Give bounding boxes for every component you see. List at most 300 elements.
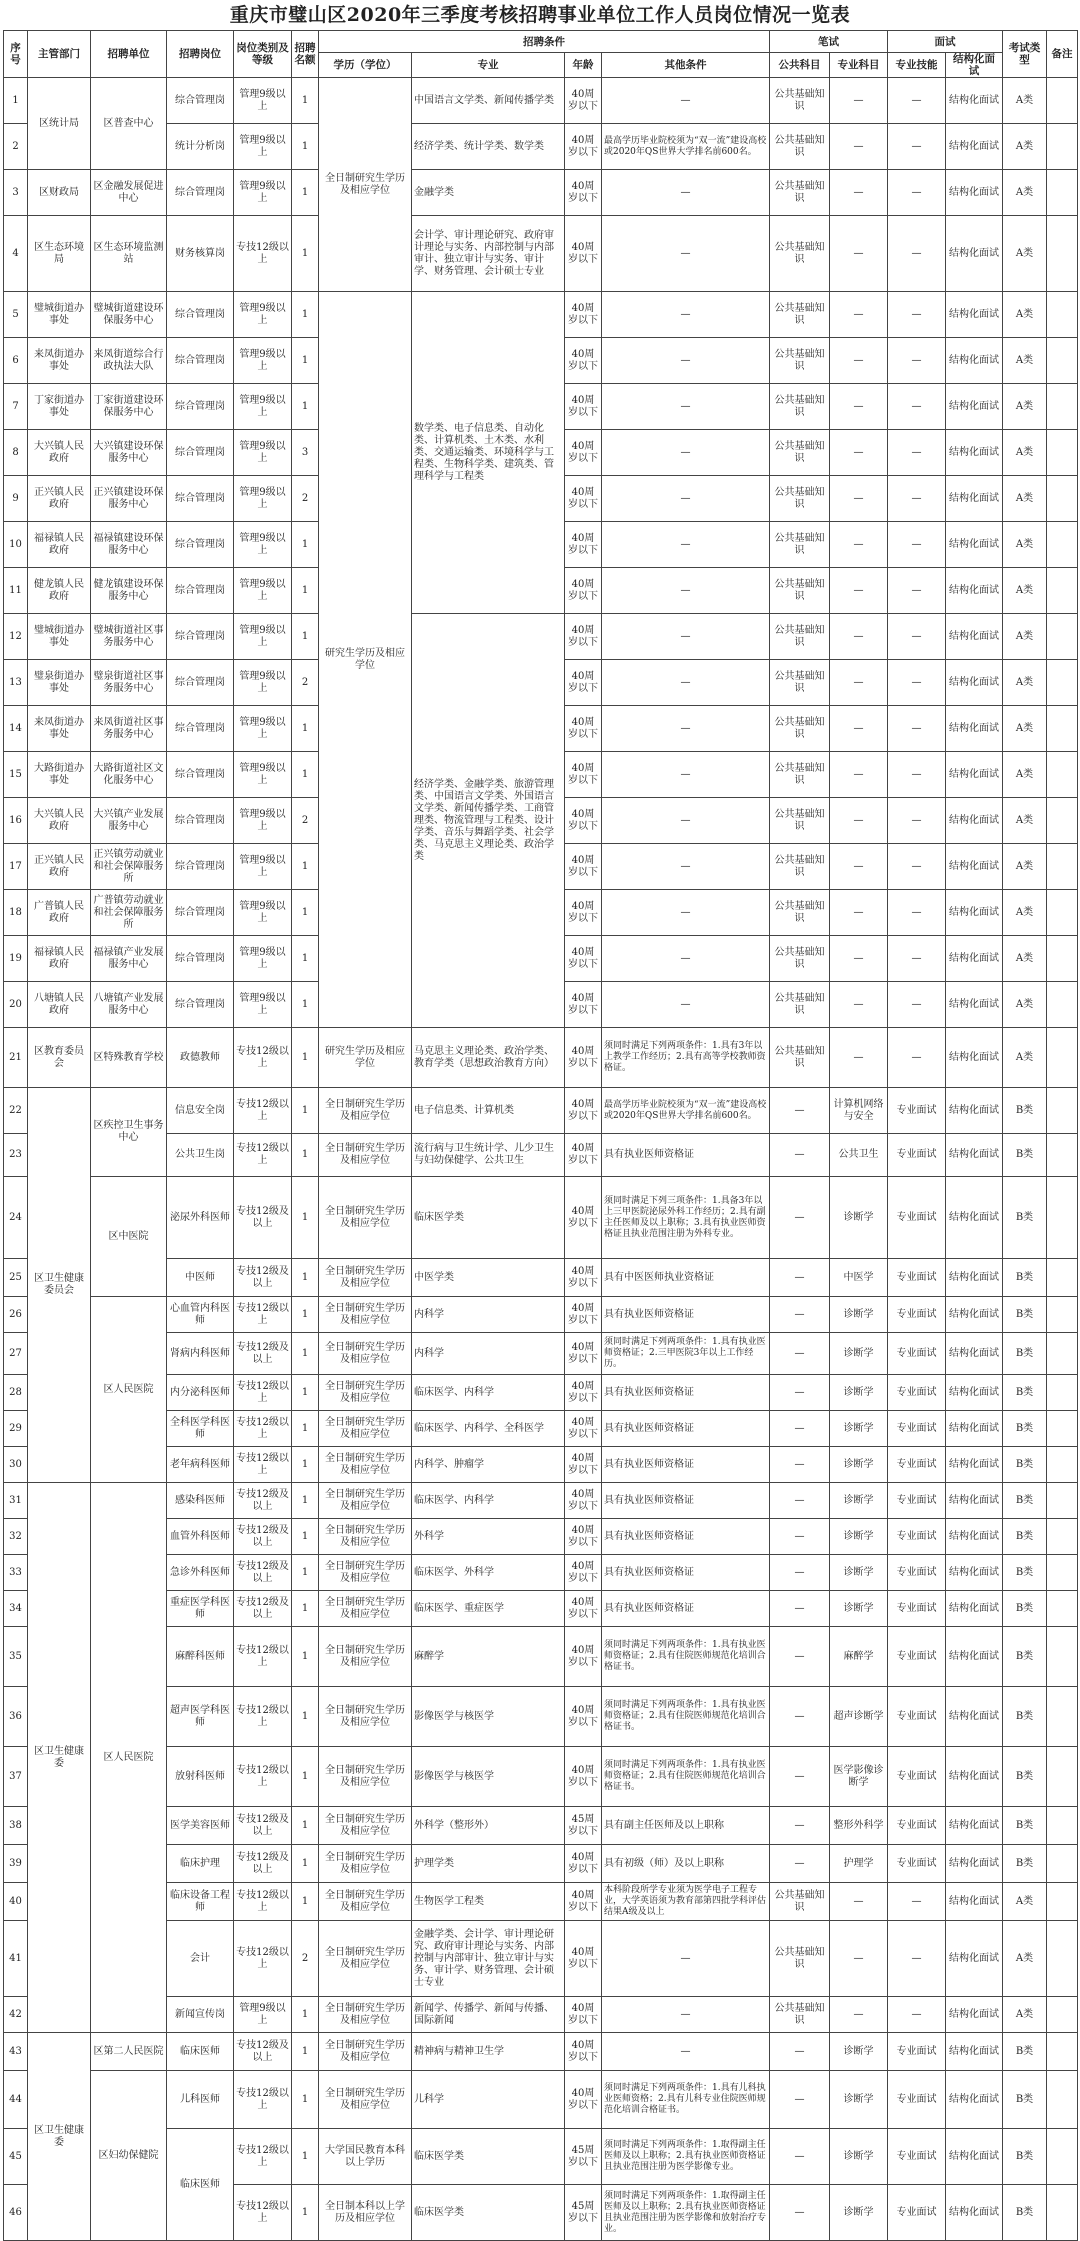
table-cell	[1047, 1134, 1078, 1177]
table-cell: —	[830, 752, 888, 798]
table-cell: —	[888, 338, 946, 384]
table-cell: 全日制研究生学历及相应学位	[319, 2033, 412, 2071]
table-cell	[1047, 1627, 1078, 1687]
table-cell: 结构化面试	[946, 430, 1003, 476]
table-cell	[1047, 1845, 1078, 1883]
table-cell	[1047, 1177, 1078, 1259]
table-cell	[1047, 660, 1078, 706]
table-cell: 综合管理岗	[167, 338, 234, 384]
table-cell: 临床医学、内科学、全科医学	[412, 1411, 565, 1447]
table-cell: 八塘镇人民政府	[28, 982, 91, 1028]
table-cell: —	[888, 124, 946, 170]
table-cell: 专业面试	[888, 1627, 946, 1687]
table-cell: —	[888, 844, 946, 890]
table-cell: 结构化面试	[946, 614, 1003, 660]
table-cell: 公共基础知识	[770, 614, 830, 660]
table-cell: 临床医学、内科学	[412, 1375, 565, 1411]
table-cell: 经济学类、金融学类、旅游管理类、中国语言文学类、外国语言文学类、新闻传播学类、工商管理类、物流管理与工程类、设计学类、音乐与舞蹈学类、社会学类、马克思主义理论类、政治学类	[412, 614, 565, 1028]
table-cell: —	[888, 1883, 946, 1921]
table-cell: 结构化面试	[946, 522, 1003, 568]
col-cond: 招聘条件	[319, 31, 770, 53]
table-cell: 综合管理岗	[167, 890, 234, 936]
table-cell: 专业面试	[888, 2185, 946, 2241]
table-cell: 全日制研究生学历及相应学位	[319, 1177, 412, 1259]
table-cell: 结构化面试	[946, 844, 1003, 890]
table-cell: 区金融发展促进中心	[91, 170, 167, 216]
table-cell: B类	[1003, 1411, 1047, 1447]
table-cell: 结构化面试	[946, 1747, 1003, 1807]
table-cell: 公共基础知识	[770, 216, 830, 292]
table-cell: 大学国民教育本科以上学历	[319, 2129, 412, 2185]
table-cell: 专技12级以上	[234, 1134, 292, 1177]
table-cell: —	[602, 384, 770, 430]
table-cell: 公共基础知识	[770, 338, 830, 384]
table-cell: 结构化面试	[946, 1807, 1003, 1845]
table-cell: 40周岁以下	[565, 798, 602, 844]
table-cell: 璧城街道办事处	[28, 292, 91, 338]
table-cell: 综合管理岗	[167, 982, 234, 1028]
table-cell: 全日制研究生学历及相应学位	[319, 1627, 412, 1687]
table-cell: 诊断学	[830, 1177, 888, 1259]
table-cell: —	[602, 78, 770, 124]
table-cell: 区妇幼保健院	[91, 2071, 167, 2241]
table-cell	[1047, 476, 1078, 522]
table-cell: A类	[1003, 1997, 1047, 2033]
table-cell: 流行病与卫生统计学、儿少卫生与妇幼保健学、公共卫生	[412, 1134, 565, 1177]
table-cell: 八塘镇产业发展服务中心	[91, 982, 167, 1028]
table-cell: 诊断学	[830, 2129, 888, 2185]
col-other: 其他条件	[602, 53, 770, 78]
table-cell: 专技12级及以上	[234, 1259, 292, 1297]
table-cell: 专业面试	[888, 1297, 946, 1333]
table-cell: 40周岁以下	[565, 660, 602, 706]
table-cell: A类	[1003, 1028, 1047, 1088]
table-cell: 正兴镇人民政府	[28, 476, 91, 522]
table-cell: 结构化面试	[946, 2129, 1003, 2185]
table-cell: 全日制研究生学历及相应学位	[319, 1555, 412, 1591]
col-remark: 备注	[1047, 31, 1078, 78]
col-edu: 学历（学位）	[319, 53, 412, 78]
table-cell: 全日制研究生学历及相应学位	[319, 1845, 412, 1883]
table-cell: 1	[292, 1997, 319, 2033]
table-cell	[1047, 1687, 1078, 1747]
table-row	[4, 216, 1078, 292]
table-cell: 专技12级及以上	[234, 1807, 292, 1845]
table-row	[4, 1088, 1078, 1134]
table-cell	[1047, 1333, 1078, 1375]
table-cell: 结构化面试	[946, 2071, 1003, 2129]
table-cell: 全日制研究生学历及相应学位	[319, 1333, 412, 1375]
table-cell: 专技12级以上	[234, 216, 292, 292]
table-cell: 结构化面试	[946, 752, 1003, 798]
table-cell: 正兴镇建设环保服务中心	[91, 476, 167, 522]
table-cell: 会计	[167, 1921, 234, 1997]
table-cell: 管理9级以上	[234, 1997, 292, 2033]
table-cell: 感染科医师	[167, 1483, 234, 1519]
table-cell: 全日制研究生学历及相应学位	[319, 2071, 412, 2129]
table-cell: A类	[1003, 614, 1047, 660]
table-row	[4, 292, 1078, 338]
table-cell: 麻醉学	[830, 1627, 888, 1687]
table-cell: 综合管理岗	[167, 292, 234, 338]
table-cell: 40周岁以下	[565, 1747, 602, 1807]
table-cell: —	[830, 338, 888, 384]
table-cell: 超声医学科医师	[167, 1687, 234, 1747]
table-cell: 结构化面试	[946, 1555, 1003, 1591]
table-cell: 诊断学	[830, 1411, 888, 1447]
table-cell: 健龙镇人民政府	[28, 568, 91, 614]
table-cell: 21	[4, 1028, 28, 1088]
table-cell: 儿科医师	[167, 2071, 234, 2129]
table-cell: 16	[4, 798, 28, 844]
table-cell: 统计分析岗	[167, 124, 234, 170]
table-cell: 结构化面试	[946, 1921, 1003, 1997]
table-cell: 管理9级以上	[234, 522, 292, 568]
table-cell: 40周岁以下	[565, 2071, 602, 2129]
table-cell: B类	[1003, 1747, 1047, 1807]
table-cell: 具有执业医师资格证	[602, 1483, 770, 1519]
table-cell: 结构化面试	[946, 1333, 1003, 1375]
table-cell: 1	[292, 2071, 319, 2129]
table-cell: 泌尿外科医师	[167, 1177, 234, 1259]
table-cell: 7	[4, 384, 28, 430]
table-cell: 25	[4, 1259, 28, 1297]
table-cell: 结构化面试	[946, 1411, 1003, 1447]
table-cell: 具有中医医师执业资格证	[602, 1259, 770, 1297]
table-cell: A类	[1003, 844, 1047, 890]
table-cell: 1	[292, 1555, 319, 1591]
table-cell: 公共基础知识	[770, 752, 830, 798]
table-cell: 1	[292, 1259, 319, 1297]
table-cell: 诊断学	[830, 1297, 888, 1333]
table-cell: 34	[4, 1591, 28, 1627]
table-cell: 公共基础知识	[770, 890, 830, 936]
table-cell: A类	[1003, 936, 1047, 982]
table-row	[4, 78, 1078, 124]
table-cell: 中医学类	[412, 1259, 565, 1297]
table-cell: 璧城街道社区事务服务中心	[91, 614, 167, 660]
table-cell: 公共基础知识	[770, 568, 830, 614]
table-cell	[1047, 2033, 1078, 2071]
table-cell: 1	[292, 522, 319, 568]
table-cell: 结构化面试	[946, 124, 1003, 170]
table-cell: —	[770, 2129, 830, 2185]
table-cell: 具有执业医师资格证	[602, 1134, 770, 1177]
table-cell: 结构化面试	[946, 1447, 1003, 1483]
table-cell: 放射科医师	[167, 1747, 234, 1807]
table-cell: 福禄镇人民政府	[28, 522, 91, 568]
table-cell: 数学类、电子信息类、自动化类、计算机类、土木类、水利类、交通运输类、环境科学与工程类、生物科学类、建筑类、管理科学与工程类	[412, 292, 565, 614]
table-cell: —	[830, 614, 888, 660]
table-cell: 1	[292, 890, 319, 936]
table-cell: —	[888, 384, 946, 430]
table-cell: 老年病科医师	[167, 1447, 234, 1483]
table-cell: 须同时满足下列两项条件：1.具有执业医师资格证；2.具有住院医师规范化培训合格证书。	[602, 1627, 770, 1687]
table-cell: 公共基础知识	[770, 78, 830, 124]
table-cell: 45	[4, 2129, 28, 2185]
table-cell: 诊断学	[830, 1447, 888, 1483]
table-cell: 专技12级及以上	[234, 1177, 292, 1259]
table-cell: 诊断学	[830, 1591, 888, 1627]
table-cell: 31	[4, 1483, 28, 1519]
table-cell: 具有执业医师资格证	[602, 1375, 770, 1411]
table-cell: —	[602, 522, 770, 568]
table-cell: —	[888, 78, 946, 124]
table-cell: A类	[1003, 982, 1047, 1028]
table-cell: 区统计局	[28, 78, 91, 170]
table-cell	[1047, 614, 1078, 660]
table-cell: 专业面试	[888, 1259, 946, 1297]
table-cell: 全日制研究生学历及相应学位	[319, 1997, 412, 2033]
table-cell: 40周岁以下	[565, 1627, 602, 1687]
table-cell: A类	[1003, 124, 1047, 170]
col-dept: 主管部门	[28, 31, 91, 78]
table-cell: 诊断学	[830, 2071, 888, 2129]
table-cell: 40周岁以下	[565, 706, 602, 752]
table-cell: 全科医学科医师	[167, 1411, 234, 1447]
table-cell: 结构化面试	[946, 1997, 1003, 2033]
table-cell: 影像医学与核医学	[412, 1747, 565, 1807]
table-cell: A类	[1003, 522, 1047, 568]
table-cell: 专技12级以上	[234, 2071, 292, 2129]
table-cell: 新闻学、传播学、新闻与传播、国际新闻	[412, 1997, 565, 2033]
table-row	[4, 2033, 1078, 2071]
table-cell: 专业面试	[888, 1447, 946, 1483]
table-cell: 全日制研究生学历及相应学位	[319, 1591, 412, 1627]
table-cell: 3	[4, 170, 28, 216]
table-cell: 重症医学科医师	[167, 1591, 234, 1627]
table-cell: 3	[292, 430, 319, 476]
table-cell: 区教育委员会	[28, 1028, 91, 1088]
table-cell: 结构化面试	[946, 982, 1003, 1028]
table-cell: —	[830, 798, 888, 844]
table-cell: 大兴镇建设环保服务中心	[91, 430, 167, 476]
table-cell: 肾病内科医师	[167, 1333, 234, 1375]
table-cell: B类	[1003, 2033, 1047, 2071]
table-cell: A类	[1003, 384, 1047, 430]
table-cell: 26	[4, 1297, 28, 1333]
table-cell: —	[770, 1483, 830, 1519]
table-cell: 研究生学历及相应学位	[319, 1028, 412, 1088]
table-cell: 须同时满足下列两项条件：1.具有儿科执业医师资格；2.具有儿科专业住院医师规范化培训合格证书。	[602, 2071, 770, 2129]
table-cell	[1047, 1555, 1078, 1591]
table-cell: —	[602, 1997, 770, 2033]
table-cell: —	[602, 982, 770, 1028]
table-cell: 信息安全岗	[167, 1088, 234, 1134]
table-cell: 管理9级以上	[234, 430, 292, 476]
table-cell: 公共基础知识	[770, 982, 830, 1028]
table-cell: 专业面试	[888, 1555, 946, 1591]
table-cell: 公共基础知识	[770, 798, 830, 844]
table-cell: —	[770, 1411, 830, 1447]
table-cell: 临床医学、重症医学	[412, 1591, 565, 1627]
table-cell: 璧城街道办事处	[28, 614, 91, 660]
table-cell: 结构化面试	[946, 1883, 1003, 1921]
table-cell: 13	[4, 660, 28, 706]
table-cell: 40周岁以下	[565, 1028, 602, 1088]
table-cell: 金融学类、会计学、审计理论研究、政府审计理论与实务、内部控制与内部审计、独立审计与实务、审计学、财务管理、会计硕士专业	[412, 1921, 565, 1997]
table-cell: 专业面试	[888, 1177, 946, 1259]
table-cell: 麻醉学	[412, 1627, 565, 1687]
table-cell: 40周岁以下	[565, 1519, 602, 1555]
table-cell: 公共卫生岗	[167, 1134, 234, 1177]
table-cell: 专技12级以上	[234, 1411, 292, 1447]
table-cell: 全日制本科以上学历及相应学位	[319, 2185, 412, 2241]
table-cell: 公共基础知识	[770, 1997, 830, 2033]
table-cell: 23	[4, 1134, 28, 1177]
table-cell: 专技12级及以上	[234, 1555, 292, 1591]
table-cell: —	[770, 1297, 830, 1333]
table-cell: 结构化面试	[946, 476, 1003, 522]
table-cell: 区中医院	[91, 1177, 167, 1297]
table-cell: 1	[292, 1747, 319, 1807]
table-cell: 1	[292, 568, 319, 614]
table-cell: 结构化面试	[946, 292, 1003, 338]
table-cell: 专技12级以上	[234, 1627, 292, 1687]
table-cell: 结构化面试	[946, 1028, 1003, 1088]
table-cell: 2	[292, 476, 319, 522]
table-cell: —	[888, 798, 946, 844]
table-cell: 大兴镇人民政府	[28, 430, 91, 476]
table-cell: 正兴镇劳动就业和社会保障服务所	[91, 844, 167, 890]
table-cell: 中医学	[830, 1259, 888, 1297]
table-cell: 专技12级以上	[234, 1297, 292, 1333]
table-cell: 内科学、肿瘤学	[412, 1447, 565, 1483]
table-cell: —	[888, 752, 946, 798]
table-cell: 广普镇人民政府	[28, 890, 91, 936]
table-cell: —	[888, 982, 946, 1028]
table-cell: A类	[1003, 568, 1047, 614]
table-cell: 5	[4, 292, 28, 338]
table-cell	[1047, 2185, 1078, 2241]
table-cell: 43	[4, 2033, 28, 2071]
table-cell	[1047, 124, 1078, 170]
table-cell: 结构化面试	[946, 568, 1003, 614]
table-cell: —	[602, 430, 770, 476]
table-cell: 40周岁以下	[565, 614, 602, 660]
table-cell: 结构化面试	[946, 706, 1003, 752]
table-cell: 24	[4, 1177, 28, 1259]
table-cell: 具有副主任医师及以上职称	[602, 1807, 770, 1845]
table-cell	[1047, 78, 1078, 124]
table-cell	[1047, 1088, 1078, 1134]
table-cell: 公共基础知识	[770, 1883, 830, 1921]
table-cell: 46	[4, 2185, 28, 2241]
table-cell: 大兴镇产业发展服务中心	[91, 798, 167, 844]
table-cell: 公共基础知识	[770, 706, 830, 752]
table-cell: 结构化面试	[946, 1627, 1003, 1687]
table-cell: 10	[4, 522, 28, 568]
table-cell: 专业面试	[888, 1483, 946, 1519]
col-exam-type: 考试类型	[1003, 31, 1047, 78]
table-cell: —	[888, 522, 946, 568]
table-cell: 全日制研究生学历及相应学位	[319, 1519, 412, 1555]
table-cell: 诊断学	[830, 1375, 888, 1411]
table-cell: 计算机网络与安全	[830, 1088, 888, 1134]
table-cell: 1	[292, 1447, 319, 1483]
table-cell: 管理9级以上	[234, 476, 292, 522]
col-major: 专业	[412, 53, 565, 78]
table-cell: 管理9级以上	[234, 752, 292, 798]
col-interview-struct: 结构化面试	[946, 53, 1003, 78]
table-cell: 40周岁以下	[565, 476, 602, 522]
table-cell: B类	[1003, 2071, 1047, 2129]
table-cell: —	[830, 844, 888, 890]
table-cell	[1047, 338, 1078, 384]
table-cell: 结构化面试	[946, 936, 1003, 982]
table-cell: 结构化面试	[946, 1297, 1003, 1333]
table-cell: 临床医学类	[412, 1177, 565, 1259]
table-cell: 财务核算岗	[167, 216, 234, 292]
table-cell: 结构化面试	[946, 384, 1003, 430]
table-row	[4, 170, 1078, 216]
table-cell: B类	[1003, 1483, 1047, 1519]
table-cell: —	[888, 170, 946, 216]
table-cell: 全日制研究生学历及相应学位	[319, 1411, 412, 1447]
table-cell: 40周岁以下	[565, 216, 602, 292]
table-cell: 1	[292, 170, 319, 216]
table-cell: 区卫生健康委	[28, 1483, 91, 2033]
table-cell: 全日制研究生学历及相应学位	[319, 1883, 412, 1921]
table-cell	[1047, 844, 1078, 890]
table-cell: 马克思主义理论类、政治学类、教育学类（思想政治教育方向）	[412, 1028, 565, 1088]
table-cell	[1047, 798, 1078, 844]
table-cell: 具有执业医师资格证	[602, 1519, 770, 1555]
table-cell: —	[770, 1447, 830, 1483]
table-cell: 20	[4, 982, 28, 1028]
table-cell: 40周岁以下	[565, 752, 602, 798]
table-cell: 须同时满足下列两项条件：1.具有执业医师资格证；2.三甲医院3年以上工作经历。	[602, 1333, 770, 1375]
table-cell: B类	[1003, 1519, 1047, 1555]
table-cell: 综合管理岗	[167, 752, 234, 798]
table-cell: —	[602, 476, 770, 522]
table-cell: —	[602, 338, 770, 384]
col-seq: 序号	[4, 31, 28, 78]
header-row-1	[4, 31, 1078, 53]
table-cell: B类	[1003, 1845, 1047, 1883]
table-cell: 32	[4, 1519, 28, 1555]
table-cell: 40周岁以下	[565, 844, 602, 890]
table-cell: 综合管理岗	[167, 476, 234, 522]
table-cell	[1047, 292, 1078, 338]
table-cell: 儿科学	[412, 2071, 565, 2129]
table-cell	[1047, 2071, 1078, 2129]
table-cell: 须同时满足下列两项条件：1.具有3年以上教学工作经历；2.具有高等学校教师资格证。	[602, 1028, 770, 1088]
table-cell: 40周岁以下	[565, 1921, 602, 1997]
table-cell: 1	[292, 292, 319, 338]
table-cell: 公共基础知识	[770, 1028, 830, 1088]
table-cell: 金融学类	[412, 170, 565, 216]
table-cell	[1047, 1519, 1078, 1555]
table-cell: —	[830, 568, 888, 614]
table-cell: 36	[4, 1687, 28, 1747]
table-cell: B类	[1003, 1687, 1047, 1747]
table-cell: 公共卫生	[830, 1134, 888, 1177]
table-cell: 45周岁以下	[565, 2129, 602, 2185]
table-cell: B类	[1003, 2185, 1047, 2241]
table-cell: 区人民医院	[91, 1483, 167, 2033]
table-cell: A类	[1003, 890, 1047, 936]
table-cell: 具有执业医师资格证	[602, 1555, 770, 1591]
table-row	[4, 614, 1078, 660]
table-cell: 专业面试	[888, 1333, 946, 1375]
table-cell: 诊断学	[830, 1555, 888, 1591]
table-cell: 40周岁以下	[565, 1447, 602, 1483]
table-cell: —	[888, 292, 946, 338]
table-cell: —	[830, 982, 888, 1028]
table-cell: —	[830, 384, 888, 430]
table-cell: 健龙镇建设环保服务中心	[91, 568, 167, 614]
